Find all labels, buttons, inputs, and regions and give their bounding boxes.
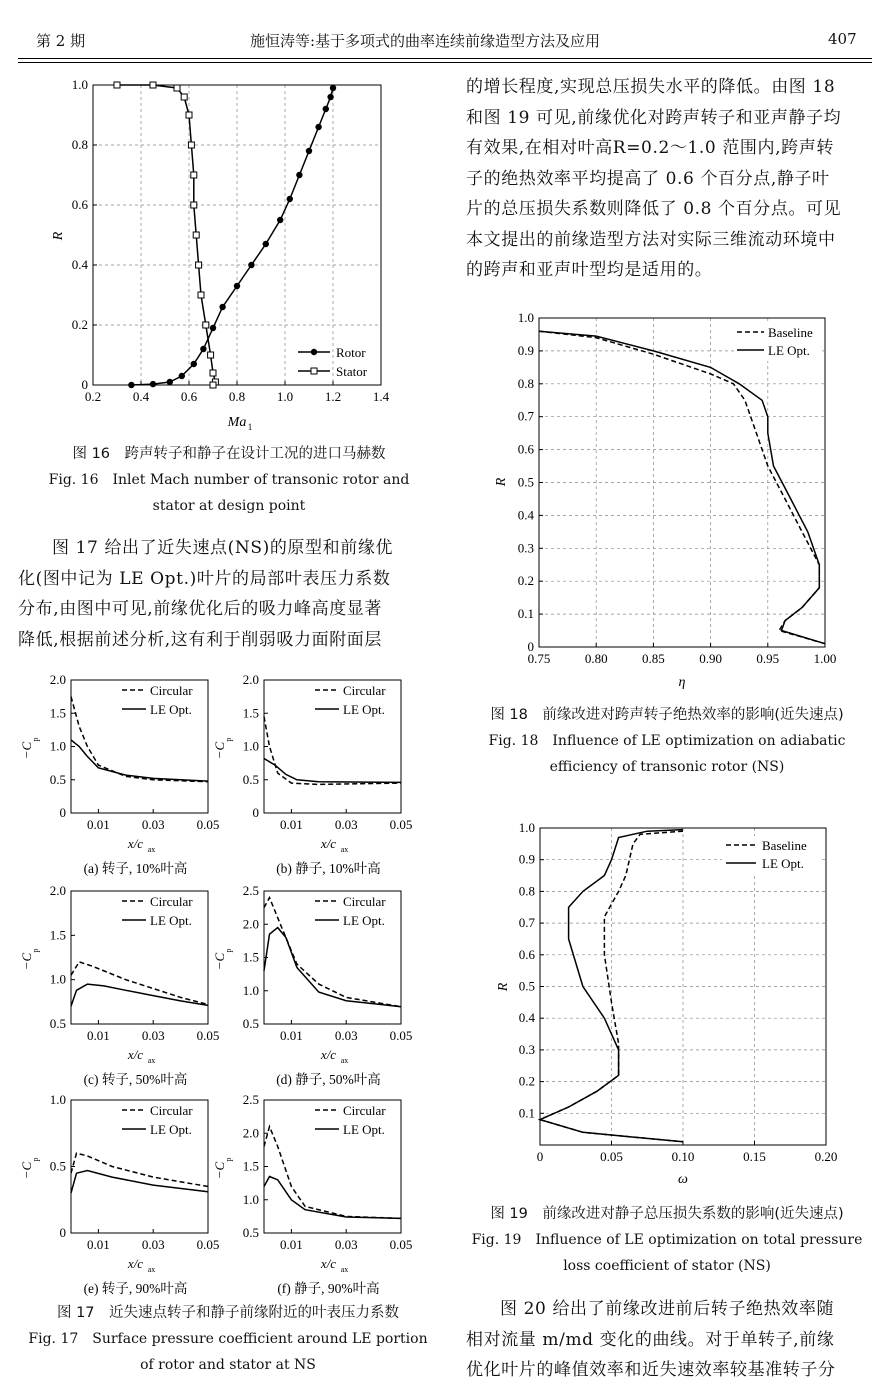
x-tick-label: 0.8 (228, 389, 246, 404)
legend-label-circular: Circular (343, 683, 386, 698)
fig18-caption-cn: 图 18 前缘改进对跨声转子绝热效率的影响(近失速点) (490, 707, 844, 723)
y-axis-label-subscript: p (224, 1157, 233, 1162)
x-tick-label: 0.01 (87, 1028, 110, 1043)
y-tick-label: 1.0 (242, 738, 259, 754)
text-line: 相对流量 m/md 变化的曲线。对于单转子,前缘 (466, 1329, 835, 1350)
text-line: 降低,根据前述分析,这有利于削弱吸力面附面层 (18, 629, 383, 650)
x-tick-label: 1.0 (276, 389, 294, 404)
legend-label-circular: Circular (343, 1103, 386, 1118)
x-tick-label: 0.05 (389, 1237, 413, 1252)
y-tick-label: 0.5 (49, 1158, 66, 1174)
y-tick-label: 2.0 (49, 883, 66, 898)
x-axis-label-subscript: ax (340, 1265, 349, 1274)
y-axis-label: −C (19, 1161, 34, 1180)
legend-label-leopt: LE Opt. (343, 913, 385, 928)
x-tick-label: 0.01 (87, 1237, 110, 1252)
x-tick-label: 0 (536, 1149, 544, 1164)
legend-label-circular: Circular (150, 894, 193, 909)
y-tick-label: 1.5 (242, 705, 259, 721)
legend-label-leopt: LE Opt. (343, 702, 385, 717)
y-tick-label: 0.2 (517, 573, 534, 589)
y-tick-label: 0.7 (517, 408, 534, 424)
y-tick-label: 1.0 (71, 77, 88, 92)
legend-label-leopt: LE Opt. (343, 1122, 385, 1137)
x-axis-label: x/c (127, 1256, 144, 1271)
y-axis-label-subscript: p (224, 737, 233, 742)
y-tick-label: 0.5 (242, 771, 259, 787)
fig17-caption-cn: 图 17 近失速点转子和静子前缘附近的叶表压力系数 (56, 1305, 400, 1321)
y-axis-label: R (494, 477, 509, 487)
x-axis-label-subscript: 1 (247, 422, 253, 432)
legend-label-leopt: LE Opt. (768, 343, 810, 358)
x-axis-label: ω (678, 1172, 688, 1187)
x-tick-label: 0.03 (141, 817, 165, 832)
text-line: 的增长程度,实现总压损失水平的降低。由图 18 (466, 77, 836, 97)
x-tick-label: 0.4 (132, 389, 150, 404)
y-tick-label: 0.8 (517, 375, 534, 391)
legend-label-leopt: LE Opt. (762, 856, 804, 871)
y-tick-label: 1.0 (242, 1191, 259, 1207)
y-tick-label: 2.0 (242, 1125, 259, 1141)
x-tick-label: 0.20 (814, 1149, 838, 1164)
running-header-title: 施恒涛等:基于多项式的曲率连续前缘造型方法及应用 (250, 32, 601, 50)
fig17-caption-en1: Fig. 17 Surface pressure coefficient around LE portion (28, 1331, 428, 1347)
x-tick-label: 0.80 (584, 651, 608, 666)
y-tick-label: 0.5 (518, 978, 535, 994)
x-axis-label: η (678, 675, 686, 690)
y-tick-label: 0.2 (518, 1073, 535, 1089)
y-tick-label: 0.5 (49, 771, 66, 787)
y-axis-label-subscript: p (31, 948, 40, 953)
y-tick-label: 0.6 (71, 197, 88, 212)
x-tick-label: 0.03 (334, 1237, 358, 1252)
y-tick-label: 0.2 (71, 317, 88, 332)
running-header-issue: 第 2 期 (36, 32, 86, 50)
text-line: 有效果,在相对叶高R=0.2～1.0 范围内,跨声转 (466, 138, 834, 158)
x-tick-label: 0.05 (196, 1237, 220, 1252)
y-tick-label: 1.5 (242, 1158, 259, 1174)
text-line: 优化叶片的峰值效率和近失速效率较基准转子分 (466, 1360, 836, 1380)
y-tick-label: 0.1 (517, 606, 534, 622)
y-tick-label: 0.7 (518, 915, 535, 931)
y-tick-label: 0.3 (517, 540, 534, 556)
panel-subcaption: (b) 静子, 10%叶高 (276, 861, 381, 876)
x-axis-label: x/c (320, 836, 337, 851)
text-line: 图 20 给出了前缘改进前后转子绝热效率随 (500, 1299, 835, 1319)
x-tick-label: 0.85 (642, 651, 665, 666)
legend-label-baseline: Baseline (762, 838, 807, 853)
y-tick-label: 0.9 (517, 342, 534, 358)
fig19-caption-en1: Fig. 19 Influence of LE optimization on total pressure (471, 1232, 863, 1248)
panel-subcaption: (a) 转子, 10%叶高 (83, 861, 188, 876)
x-axis-label: x/c (127, 836, 144, 851)
y-tick-label: 0.6 (517, 441, 534, 457)
text-line: 和图 19 可见,前缘优化对跨声转子和亚声静子均 (466, 107, 842, 128)
y-tick-label: 0.4 (518, 1010, 535, 1026)
fig19-caption (462, 1201, 872, 1279)
y-tick-label: 0 (59, 1225, 66, 1240)
x-tick-label: 1.00 (813, 651, 837, 666)
text-line: 化(图中记为 LE Opt.)叶片的局部叶表压力系数 (18, 568, 391, 589)
y-tick-label: 1.0 (242, 982, 259, 998)
y-axis-label-subscript: p (31, 1157, 40, 1162)
text-line: 分布,由图中可见,前缘优化后的吸力峰高度显著 (18, 599, 383, 619)
legend-label-leopt: LE Opt. (150, 913, 192, 928)
legend-label-rotor: Rotor (336, 345, 366, 360)
y-tick-label: 0.5 (242, 1016, 259, 1031)
x-axis-label: x/c (320, 1047, 337, 1062)
x-tick-label: 0.01 (280, 1237, 303, 1252)
x-tick-label: 0.10 (671, 1149, 695, 1164)
x-tick-label: 0.01 (280, 817, 303, 832)
y-tick-label: 0.4 (71, 257, 88, 272)
fig17-caption-en2: of rotor and stator at NS (140, 1357, 316, 1373)
text-line: 的跨声和亚声叶型均是适用的。 (466, 260, 713, 280)
panel-subcaption: (f) 静子, 90%叶高 (277, 1281, 380, 1296)
x-axis-label: Ma (227, 415, 247, 430)
y-tick-label: 0.3 (518, 1041, 535, 1057)
legend-label-circular: Circular (150, 683, 193, 698)
legend-label-stator: Stator (336, 364, 368, 379)
y-tick-label: 2.5 (242, 1092, 259, 1107)
x-tick-label: 0.05 (389, 817, 413, 832)
fig16-caption-cn: 图 16 跨声转子和静子在设计工况的进口马赫数 (72, 446, 386, 462)
fig19-caption-cn: 图 19 前缘改进对静子总压损失系数的影响(近失速点) (490, 1206, 844, 1222)
y-tick-label: 2.0 (242, 916, 259, 932)
fig17-caption (18, 1300, 438, 1378)
y-tick-label: 0.8 (71, 137, 88, 152)
x-tick-label: 0.75 (527, 651, 551, 666)
x-axis-label-subscript: ax (340, 845, 349, 854)
legend-label-baseline: Baseline (768, 325, 813, 340)
fig16-caption-en1: Fig. 16 Inlet Mach number of transonic rotor and (48, 472, 410, 488)
x-axis-label-subscript: ax (147, 1056, 156, 1065)
y-axis-label: −C (19, 952, 34, 971)
y-axis-label: −C (212, 1161, 227, 1180)
x-tick-label: 0.05 (196, 817, 220, 832)
fig18-caption-en1: Fig. 18 Influence of LE optimization on adiabatic (488, 733, 846, 749)
y-tick-label: 0 (59, 805, 66, 820)
y-tick-label: 1.0 (49, 971, 66, 987)
panel-subcaption: (d) 静子, 50%叶高 (276, 1072, 381, 1087)
panel-subcaption: (c) 转子, 50%叶高 (83, 1072, 188, 1087)
x-tick-label: 0.05 (196, 1028, 220, 1043)
y-tick-label: 1.0 (49, 738, 66, 754)
y-tick-label: 1.5 (49, 927, 66, 943)
y-tick-label: 1.5 (49, 705, 66, 721)
x-axis-label-subscript: ax (147, 845, 156, 854)
y-axis-label: R (496, 982, 511, 992)
x-tick-label: 0.95 (756, 651, 780, 666)
y-tick-label: 0.8 (518, 883, 535, 899)
page-number: 407 (828, 30, 857, 48)
y-axis-label: −C (19, 741, 34, 760)
legend-label-circular: Circular (150, 1103, 193, 1118)
fig16-caption-en2: stator at design point (152, 498, 306, 514)
x-tick-label: 1.2 (324, 389, 342, 404)
x-tick-label: 0.15 (743, 1149, 766, 1164)
y-axis-label-subscript: p (31, 737, 40, 742)
y-tick-label: 1.0 (517, 310, 534, 325)
x-axis-label: x/c (127, 1047, 144, 1062)
legend-label-circular: Circular (343, 894, 386, 909)
y-tick-label: 1.5 (242, 949, 259, 965)
y-tick-label: 0.5 (242, 1225, 259, 1240)
y-tick-label: 0 (527, 639, 534, 654)
x-axis-label-subscript: ax (340, 1056, 349, 1065)
y-axis-label: −C (212, 952, 227, 971)
y-tick-label: 0 (81, 377, 88, 392)
x-tick-label: 0.03 (334, 817, 358, 832)
y-tick-label: 0 (252, 805, 259, 820)
text-line: 本文提出的前缘造型方法对实际三维流动环境中 (466, 229, 836, 250)
y-axis-label: R (51, 231, 66, 241)
panel-subcaption: (e) 转子, 90%叶高 (83, 1281, 188, 1296)
y-tick-label: 0.4 (517, 507, 534, 523)
y-tick-label: 0.9 (518, 851, 535, 867)
y-tick-label: 0.5 (517, 474, 534, 490)
x-tick-label: 0.6 (180, 389, 198, 404)
text-line: 片的总压损失系数则降低了 0.8 个百分点。可见 (466, 199, 842, 219)
y-tick-label: 2.5 (242, 883, 259, 898)
fig18-caption-en2: efficiency of transonic rotor (NS) (549, 759, 785, 775)
y-tick-label: 1.0 (518, 820, 535, 835)
text-line: 图 17 给出了近失速点(NS)的原型和前缘优 (52, 538, 394, 558)
x-tick-label: 0.90 (699, 651, 722, 666)
x-tick-label: 0.03 (334, 1028, 358, 1043)
x-tick-label: 0.2 (84, 389, 102, 404)
fig19-caption-en2: loss coefficient of stator (NS) (563, 1258, 771, 1274)
x-tick-label: 0.05 (389, 1028, 413, 1043)
y-axis-label-subscript: p (224, 948, 233, 953)
paragraph-right-bottom (466, 1294, 836, 1386)
y-tick-label: 0.1 (518, 1105, 535, 1121)
y-tick-label: 0.5 (49, 1016, 66, 1031)
y-tick-label: 2.0 (242, 672, 259, 687)
x-tick-label: 0.03 (141, 1237, 165, 1252)
x-tick-label: 0.01 (87, 817, 110, 832)
legend-label-leopt: LE Opt. (150, 702, 192, 717)
x-axis-label-subscript: ax (147, 1265, 156, 1274)
x-tick-label: 0.01 (280, 1028, 303, 1043)
y-tick-label: 2.0 (49, 672, 66, 687)
x-tick-label: 0.03 (141, 1028, 165, 1043)
y-tick-label: 0.6 (518, 946, 535, 962)
text-line: 子的绝热效率平均提高了 0.6 个百分点,静子叶 (466, 168, 830, 189)
x-tick-label: 0.05 (600, 1149, 623, 1164)
legend-label-leopt: LE Opt. (150, 1122, 192, 1137)
x-tick-label: 1.4 (372, 389, 390, 404)
y-axis-label: −C (212, 741, 227, 760)
x-axis-label: x/c (320, 1256, 337, 1271)
y-tick-label: 1.0 (49, 1092, 66, 1107)
